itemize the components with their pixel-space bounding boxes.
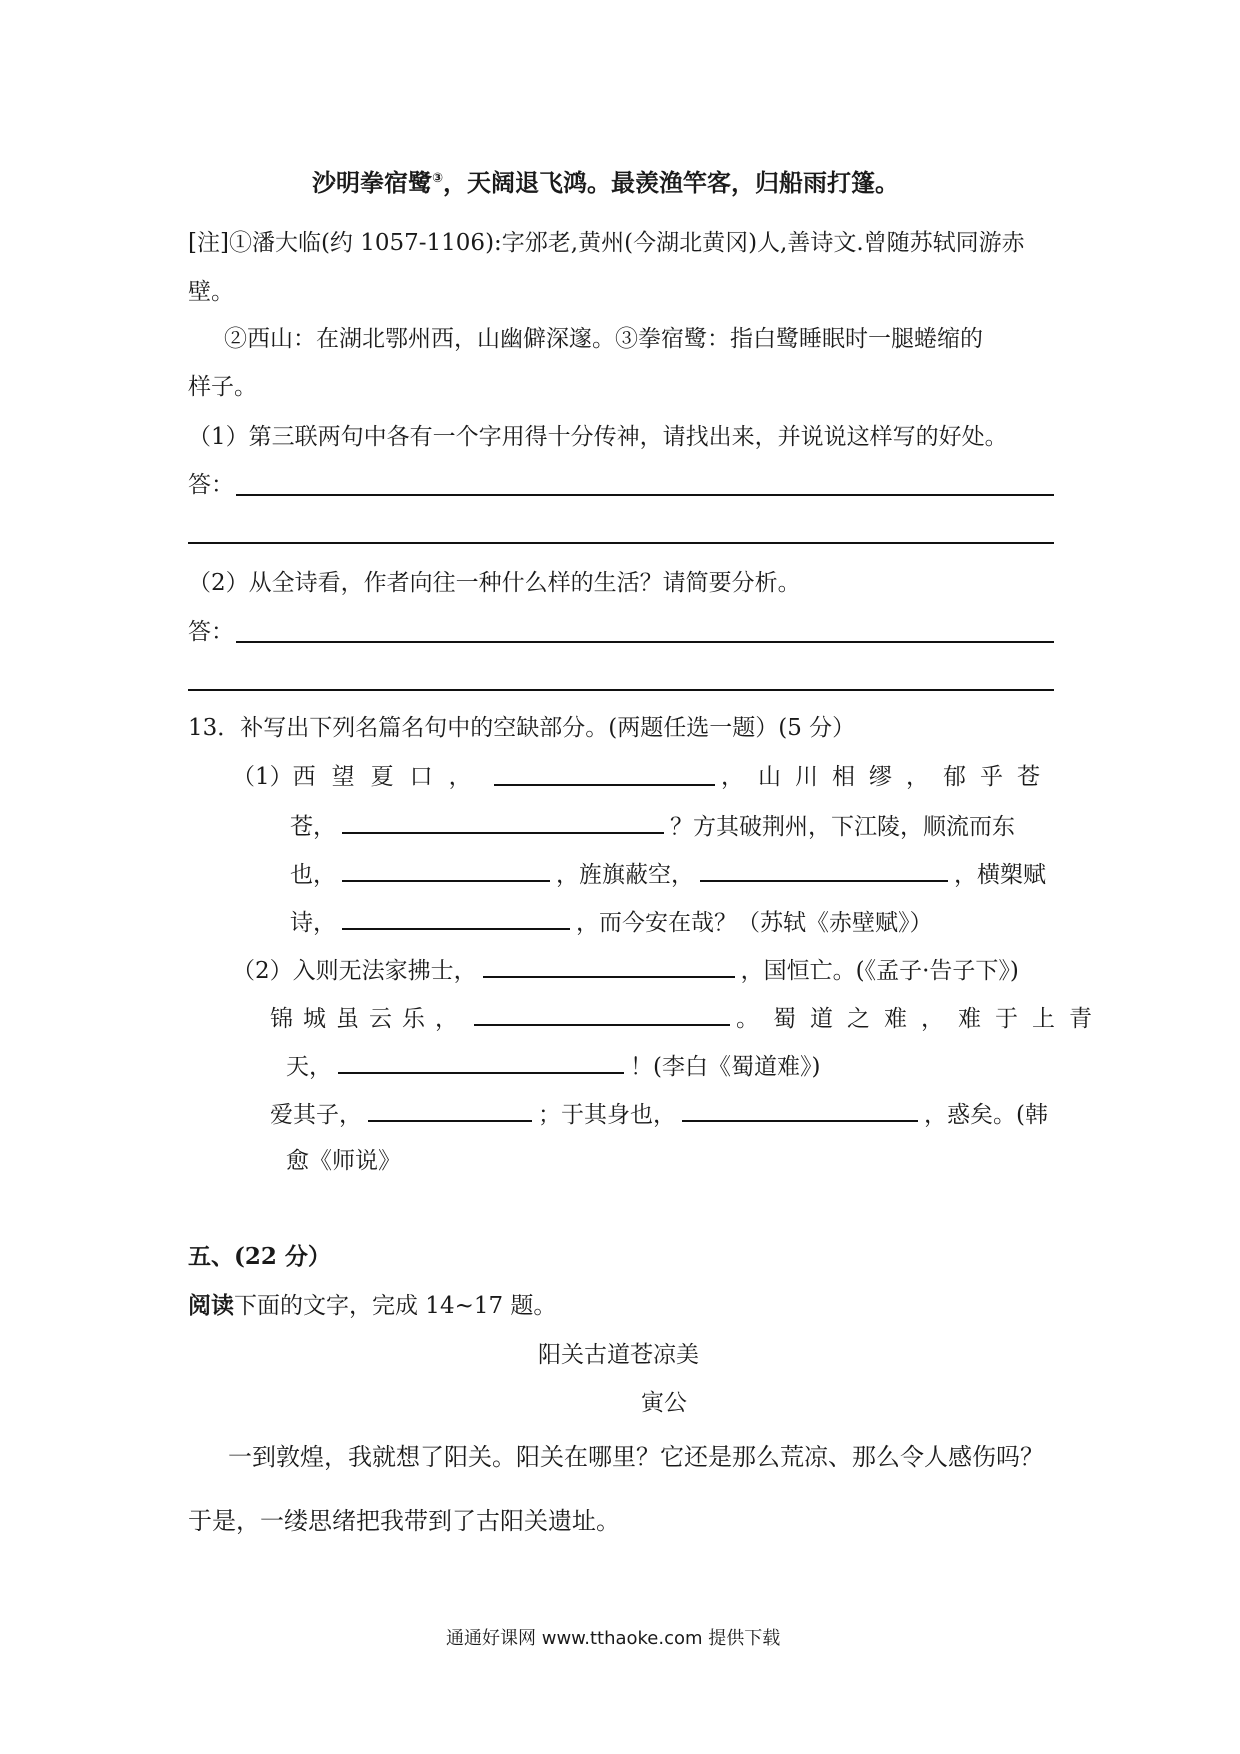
item1-p6: ，旌旗蔽空， bbox=[556, 862, 694, 888]
question-2: （2）从全诗看，作者向往一种什么样的生活？请简要分析。 bbox=[188, 570, 801, 596]
item2-p3: 锦城虽云乐， bbox=[270, 1006, 468, 1032]
item2-p7: 爱其子， bbox=[270, 1102, 362, 1128]
item1-p2: ，山川相缪，郁乎苍 bbox=[721, 764, 1054, 790]
blank-9[interactable] bbox=[368, 1098, 532, 1122]
item1-p7: ，横槊赋 bbox=[954, 862, 1046, 888]
answer-line-2b[interactable] bbox=[188, 689, 1054, 691]
item1-line3 bbox=[290, 858, 1046, 890]
article-paragraph-1: 一到敦煌，我就想了阳关。阳关在哪里？它还是那么荒凉、那么令人感伤吗？ bbox=[228, 1443, 1044, 1471]
read-bold: 阅读 bbox=[188, 1292, 234, 1319]
item1-line2 bbox=[290, 810, 1015, 842]
question-13: 13．补写出下列名篇名句中的空缺部分。(两题任选一题）(5 分） bbox=[188, 715, 856, 741]
item1-p8: 诗， bbox=[290, 910, 336, 936]
item2-line4 bbox=[270, 1098, 1048, 1130]
note1-line1: [注]①潘大临(约 1057-1106):字邠老,黄州(今湖北黄冈)人,善诗文.曾随苏轼同游赤 bbox=[188, 230, 1025, 256]
blank-5[interactable] bbox=[342, 906, 570, 930]
item1-p9: ，而今安在哉？（苏轼《赤壁赋》） bbox=[576, 910, 933, 936]
item1-p4: ？方其破荆州，下江陵，顺流而东 bbox=[670, 814, 1015, 840]
blank-8[interactable] bbox=[338, 1050, 624, 1074]
poem-line-a: 沙明拳宿鹭 bbox=[312, 169, 432, 197]
article-paragraph-2: 于是，一缕思绪把我带到了古阳关遗址。 bbox=[188, 1507, 620, 1535]
answer-label-2: 答： bbox=[188, 619, 234, 645]
note2-line2: 样子。 bbox=[188, 374, 257, 400]
item2-line5: 愈《师说》 bbox=[286, 1148, 401, 1174]
answer-line-1b[interactable] bbox=[188, 542, 1054, 544]
blank-1[interactable] bbox=[494, 762, 715, 786]
blank-10[interactable] bbox=[682, 1098, 918, 1122]
poem-line-b: ，天阔退飞鸿。最羡渔竿客，归船雨打篷。 bbox=[443, 169, 900, 197]
item1-num: （1） bbox=[232, 764, 293, 790]
item2-line2 bbox=[270, 1002, 1106, 1034]
question-1: （1）第三联两句中各有一个字用得十分传神，请找出来，并说说这样写的好处。 bbox=[188, 424, 1008, 450]
item2-p9: ，惑矣。(韩 bbox=[924, 1102, 1048, 1128]
answer-line-2a[interactable] bbox=[236, 641, 1054, 643]
item2-p2: ，国恒亡。(《孟子·告子下》) bbox=[740, 958, 1019, 984]
section-title: 五、(22 分） bbox=[188, 1243, 331, 1270]
item2-line3 bbox=[286, 1050, 820, 1082]
item2-p4: 。蜀道之难，难于上青 bbox=[736, 1006, 1106, 1032]
blank-7[interactable] bbox=[474, 1002, 730, 1026]
item2-line1 bbox=[232, 954, 1019, 986]
poem-line bbox=[312, 168, 899, 198]
answer-line-1a[interactable] bbox=[236, 494, 1054, 496]
answer-label-1: 答： bbox=[188, 472, 234, 498]
reading-instruction bbox=[188, 1291, 556, 1321]
item2-p8: ；于其身也， bbox=[538, 1102, 676, 1128]
item1-p1: 西望夏口， bbox=[292, 764, 488, 790]
item1-p3: 苍， bbox=[290, 814, 336, 840]
blank-2[interactable] bbox=[342, 810, 664, 834]
read-rest: 下面的文字，完成 14~17 题。 bbox=[234, 1293, 557, 1319]
article-author: 寅公 bbox=[641, 1390, 687, 1416]
note2-line1: ②西山：在湖北鄂州西，山幽僻深邃。③拳宿鹭：指白鹭睡眠时一腿蜷缩的 bbox=[224, 326, 983, 352]
blank-6[interactable] bbox=[483, 954, 735, 978]
poem-note-mark: ③ bbox=[432, 171, 444, 186]
item2-p6: ！(李白《蜀道难》) bbox=[630, 1054, 821, 1080]
blank-3[interactable] bbox=[342, 858, 550, 882]
blank-4[interactable] bbox=[700, 858, 948, 882]
item1-line4 bbox=[290, 906, 933, 938]
item1-p5: 也， bbox=[290, 862, 336, 888]
item2-p5: 天， bbox=[286, 1054, 332, 1080]
footer-text: 通通好课网 www.tthaoke.com 提供下载 bbox=[446, 1628, 781, 1649]
item2-p1: （2）入则无法家拂士， bbox=[232, 958, 477, 984]
item1-line1 bbox=[232, 762, 1054, 792]
article-title: 阳关古道苍凉美 bbox=[538, 1342, 699, 1368]
note1-line2: 壁。 bbox=[188, 279, 234, 305]
